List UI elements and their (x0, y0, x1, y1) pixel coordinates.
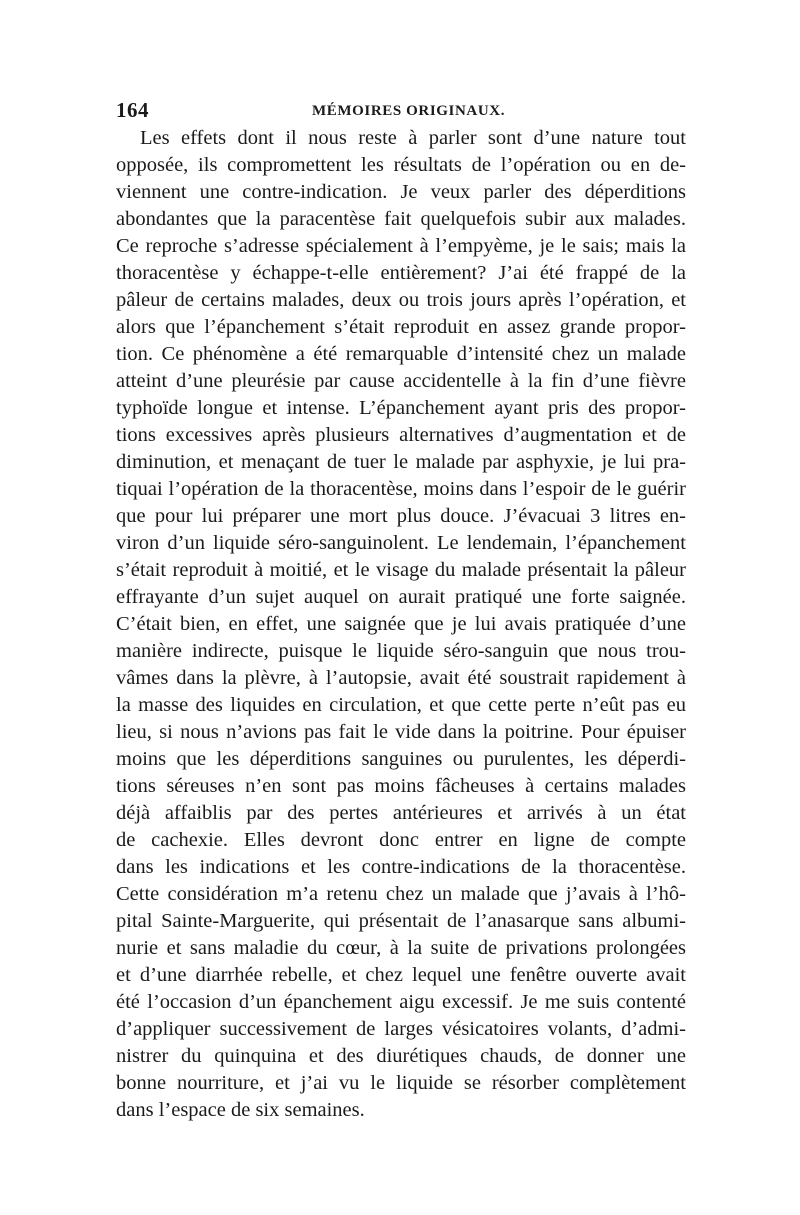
text-line: que pour lui préparer une mort plus douce. J’évacuai 3 litres en- (116, 505, 686, 527)
text-line: Les effets dont il nous reste à parler sont d’une nature tout (140, 127, 686, 149)
text-line: C’était bien, en effet, une saignée que je lui avais pratiquée d’une (116, 613, 686, 635)
text-line: dans l’espace de six semaines. (116, 1099, 365, 1121)
text-line: effrayante d’un sujet auquel on aurait pratiqué une forte saignée. (116, 586, 686, 608)
text-line: dans les indications et les contre-indications de la thoracentèse. (116, 856, 686, 878)
running-title: MÉMOIRES ORIGINAUX. (312, 103, 506, 119)
text-line: typhoïde longue et intense. L’épanchement ayant pris des propor- (116, 397, 686, 419)
text-line: tion. Ce phénomène a été remarquable d’intensité chez un malade (116, 343, 686, 365)
text-line: la masse des liquides en circulation, et que cette perte n’eût pas eu (116, 694, 686, 716)
text-line: Cette considération m’a retenu chez un malade que j’avais à l’hô- (116, 883, 686, 905)
text-line: tions excessives après plusieurs alternatives d’augmentation et de (116, 424, 686, 446)
body-paragraph (116, 125, 686, 1124)
text-line: lieu, si nous n’avions pas fait le vide dans la poitrine. Pour épuiser (116, 721, 686, 743)
text-line: tions séreuses n’en sont pas moins fâcheuses à certains malades (116, 775, 686, 797)
text-line: moins que les déperditions sanguines ou purulentes, les déperdi- (116, 748, 686, 770)
text-line: Ce reproche s’adresse spécialement à l’empyème, je le sais; mais la (116, 235, 686, 257)
text-line: manière indirecte, puisque le liquide séro-sanguin que nous trou- (116, 640, 686, 662)
text-line: atteint d’une pleurésie par cause accidentelle à la fin d’une fièvre (116, 370, 686, 392)
text-line: et d’une diarrhée rebelle, et chez lequel une fenêtre ouverte avait (116, 964, 686, 986)
text-line: opposée, ils compromettent les résultats de l’opération ou en de- (116, 154, 686, 176)
text-line: tiquai l’opération de la thoracentèse, moins dans l’espoir de le guérir (116, 478, 686, 500)
text-line: d’appliquer successivement de larges vésicatoires volants, d’admi- (116, 1018, 686, 1040)
text-line: viron d’un liquide séro-sanguinolent. Le lendemain, l’épanchement (116, 532, 686, 554)
running-head (116, 98, 686, 122)
text-line: vâmes dans la plèvre, à l’autopsie, avait été soustrait rapidement à (116, 667, 686, 689)
text-line: s’était reproduit à moitié, et le visage du malade présentait la pâleur (116, 559, 686, 581)
text-line: pâleur de certains malades, deux ou trois jours après l’opération, et (116, 289, 686, 311)
page-number: 164 (116, 98, 149, 122)
text-line: nurie et sans maladie du cœur, à la suite de privations prolongées (116, 937, 686, 959)
text-line: viennent une contre-indication. Je veux parler des déperditions (116, 181, 686, 203)
text-line: été l’occasion d’un épanchement aigu excessif. Je me suis contenté (116, 991, 686, 1013)
text-line: déjà affaiblis par des pertes antérieures et arrivés à un état (116, 802, 686, 824)
text-line: de cachexie. Elles devront donc entrer en ligne de compte (116, 829, 686, 851)
text-line: diminution, et menaçant de tuer le malade par asphyxie, je lui pra- (116, 451, 686, 473)
text-line: abondantes que la paracentèse fait quelquefois subir aux malades. (116, 208, 686, 230)
text-line: nistrer du quinquina et des diurétiques chauds, de donner une (116, 1045, 686, 1067)
text-line: bonne nourriture, et j’ai vu le liquide se résorber complètement (116, 1072, 686, 1094)
text-line: thoracentèse y échappe-t-elle entièrement? J’ai été frappé de la (116, 262, 686, 284)
text-line: pital Sainte-Marguerite, qui présentait de l’anasarque sans albumi- (116, 910, 686, 932)
text-line: alors que l’épanchement s’était reproduit en assez grande propor- (116, 316, 686, 338)
